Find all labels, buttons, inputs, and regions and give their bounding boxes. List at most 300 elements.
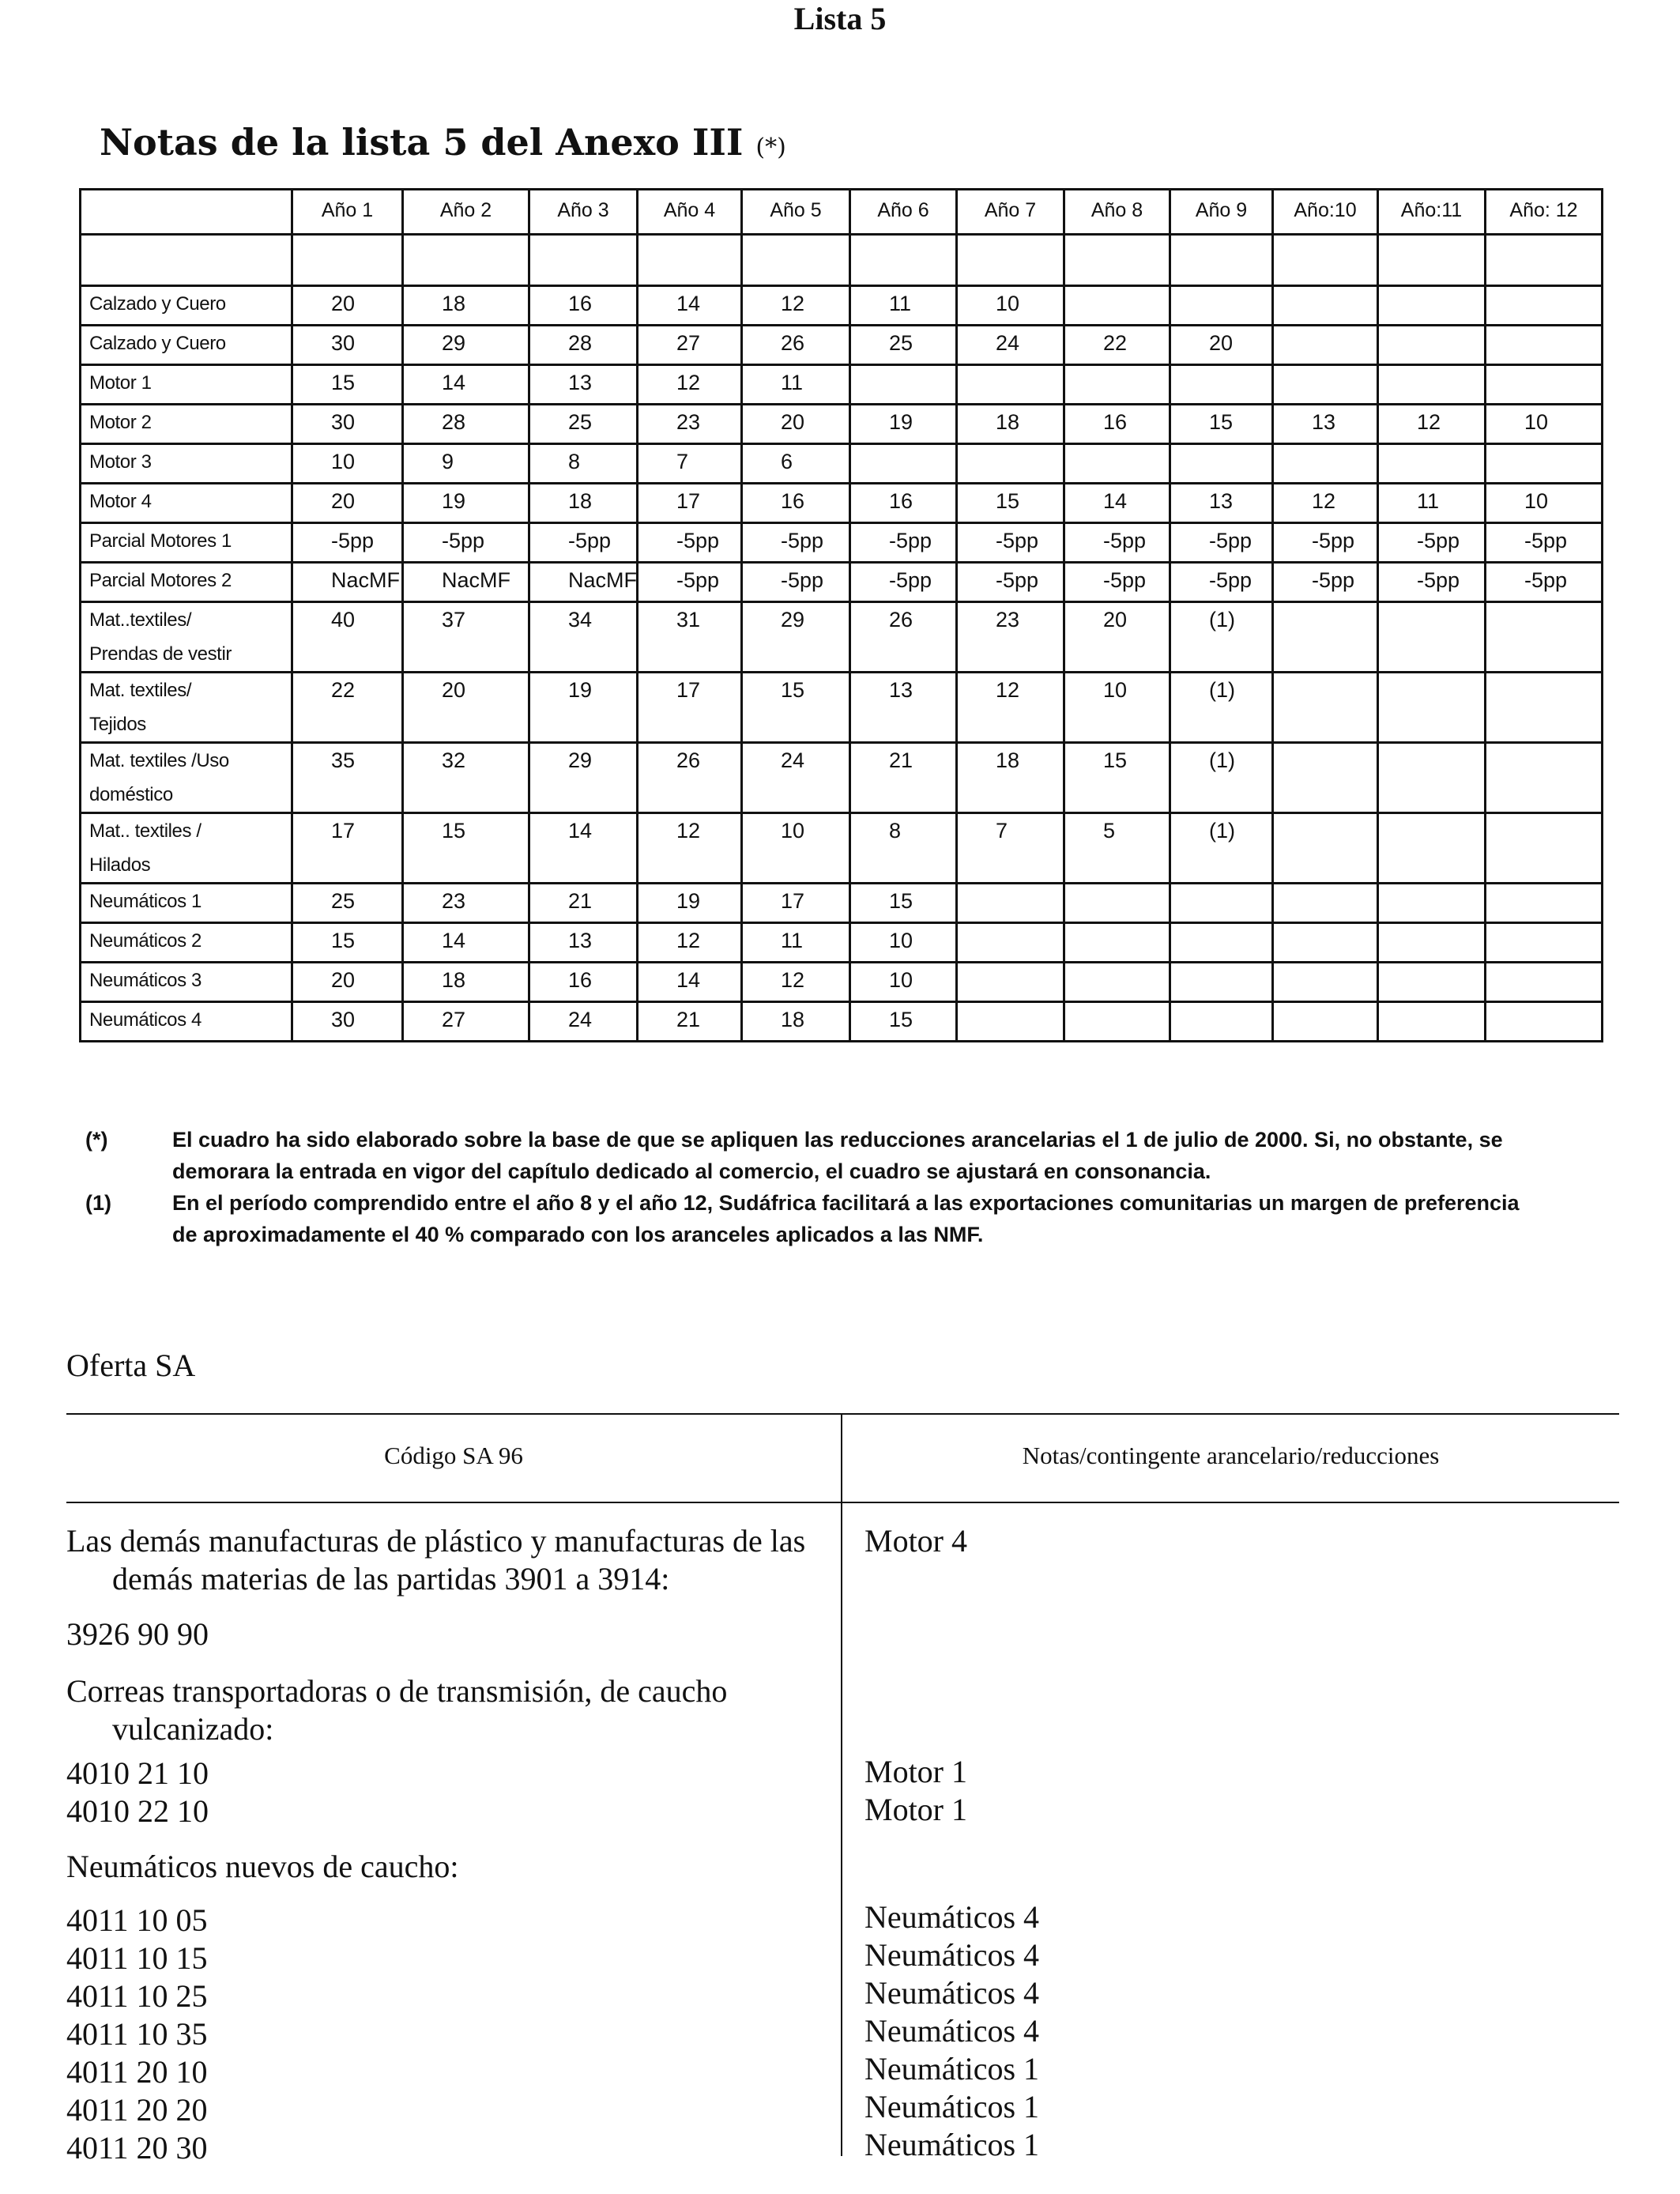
value-cell: 37 — [403, 602, 529, 673]
value-cell: 15 — [742, 673, 850, 743]
value-cell: 19 — [850, 405, 957, 444]
note-entry: Neumáticos 4 — [864, 1937, 1040, 1973]
value-cell: 14 — [529, 813, 638, 884]
value-cell: 25 — [529, 405, 638, 444]
column-header: Año: 12 — [1486, 190, 1603, 235]
value-cell — [1064, 1002, 1170, 1042]
value-cell: -5pp — [742, 523, 850, 563]
row-label — [81, 523, 292, 563]
value-cell — [1378, 444, 1486, 484]
value-cell: 20 — [292, 286, 403, 326]
value-cell: 14 — [1064, 484, 1170, 523]
value-cell — [957, 884, 1064, 923]
table-row — [81, 743, 1603, 813]
row-label-line: Mat. textiles/ — [89, 680, 192, 701]
value-cell — [1064, 444, 1170, 484]
row-label — [81, 365, 292, 405]
value-cell — [1064, 963, 1170, 1002]
value-cell: 19 — [529, 673, 638, 743]
value-cell: 29 — [742, 602, 850, 673]
value-cell: 16 — [850, 484, 957, 523]
value-cell: 20 — [292, 963, 403, 1002]
reduction-schedule-table — [79, 188, 1603, 1042]
value-cell: -5pp — [1378, 563, 1486, 602]
footnote-text: El cuadro ha sido elaborado sobre la base de que se apliquen las reducciones arancelarias el 1 de julio de 2000. Si, no obstante, se demorara la entrada en vigor del capítulo dedicado al comercio, el cuadro se ajustará en consonancia. — [172, 1128, 1503, 1183]
page-header: Lista 5 — [793, 1, 887, 36]
tariff-code: 4011 10 15 — [66, 1940, 208, 1976]
value-cell: 10 — [742, 813, 850, 884]
value-cell: 25 — [292, 884, 403, 923]
value-cell — [1273, 286, 1378, 326]
value-cell — [1378, 884, 1486, 923]
value-cell: 17 — [742, 884, 850, 923]
value-cell: 23 — [403, 884, 529, 923]
empty-cell — [850, 235, 957, 286]
value-cell: 19 — [403, 484, 529, 523]
footnote — [85, 1124, 1539, 1187]
footnote-text: En el período comprendido entre el año 8 y el año 12, Sudáfrica facilitará a las exportaciones comunitarias un margen de preferencia de aproximadamente el 40 % comparado con los aranceles aplicados a las NMF. — [172, 1191, 1520, 1246]
row-label-line: Motor 1 — [89, 372, 152, 394]
value-cell: 16 — [529, 963, 638, 1002]
value-cell: NacMF — [403, 563, 529, 602]
value-cell: 29 — [529, 743, 638, 813]
value-cell: 20 — [742, 405, 850, 444]
value-cell: -5pp — [403, 523, 529, 563]
row-label-line: Prendas de vestir — [89, 643, 232, 665]
column-header — [81, 190, 292, 235]
empty-cell — [638, 235, 742, 286]
value-cell: 17 — [292, 813, 403, 884]
value-cell — [957, 1002, 1064, 1042]
value-cell: 18 — [403, 286, 529, 326]
value-cell: 18 — [957, 743, 1064, 813]
value-cell: 10 — [1486, 405, 1603, 444]
value-cell: -5pp — [957, 523, 1064, 563]
value-cell: 34 — [529, 602, 638, 673]
value-cell: 17 — [638, 673, 742, 743]
empty-cell — [1064, 235, 1170, 286]
empty-cell — [1378, 235, 1486, 286]
row-label-line: Motor 2 — [89, 412, 152, 433]
value-cell: 10 — [957, 286, 1064, 326]
value-cell: 29 — [403, 326, 529, 365]
row-label-line: Parcial Motores 2 — [89, 570, 232, 591]
value-cell: -5pp — [1273, 563, 1378, 602]
value-cell — [1273, 365, 1378, 405]
section-heading: Neumáticos nuevos de caucho: — [66, 1849, 459, 1884]
row-label — [81, 286, 292, 326]
row-label-line: Mat. textiles /Uso — [89, 750, 229, 771]
value-cell: 23 — [957, 602, 1064, 673]
value-cell — [1064, 923, 1170, 963]
value-cell: -5pp — [1170, 523, 1273, 563]
tariff-code: 4011 20 20 — [66, 2092, 208, 2128]
value-cell: -5pp — [1064, 563, 1170, 602]
value-cell: 10 — [1486, 484, 1603, 523]
table-row — [81, 405, 1603, 444]
column-header: Año 6 — [850, 190, 957, 235]
empty-cell — [1170, 235, 1273, 286]
note-entry: Neumáticos 1 — [864, 2089, 1040, 2124]
value-cell: 10 — [1064, 673, 1170, 743]
row-label-line: Motor 3 — [89, 451, 152, 473]
value-cell: 8 — [850, 813, 957, 884]
column-header: Año 8 — [1064, 190, 1170, 235]
value-cell: -5pp — [1378, 523, 1486, 563]
oferta-title: Oferta SA — [66, 1348, 196, 1383]
table-row — [81, 444, 1603, 484]
value-cell: 15 — [850, 884, 957, 923]
value-cell — [1378, 365, 1486, 405]
row-label-line: Motor 4 — [89, 491, 152, 512]
value-cell — [1378, 923, 1486, 963]
value-cell — [957, 365, 1064, 405]
value-cell: 12 — [638, 813, 742, 884]
value-cell: 12 — [1273, 484, 1378, 523]
section-heading: Las demás manufacturas de plástico y manufacturas de las demás materias de las partidas 3901 a 3914: — [66, 1523, 806, 1596]
value-cell: 13 — [850, 673, 957, 743]
value-cell: 18 — [742, 1002, 850, 1042]
footnote — [85, 1187, 1539, 1250]
notes-title — [100, 119, 786, 172]
empty-cell — [292, 235, 403, 286]
value-cell: 23 — [638, 405, 742, 444]
value-cell — [1273, 673, 1378, 743]
row-label — [81, 326, 292, 365]
row-label-line: Neumáticos 3 — [89, 970, 202, 991]
table-row — [81, 326, 1603, 365]
table-row — [81, 1002, 1603, 1042]
row-label-line: Calzado y Cuero — [89, 333, 226, 354]
value-cell — [957, 923, 1064, 963]
value-cell — [1273, 813, 1378, 884]
row-label-line: Parcial Motores 1 — [89, 530, 232, 552]
note-entry: Neumáticos 1 — [864, 2127, 1040, 2162]
value-cell: 11 — [742, 365, 850, 405]
value-cell: 10 — [850, 923, 957, 963]
value-cell — [850, 444, 957, 484]
column-header-notas: Notas/contingente arancelario/reducciones — [1022, 1442, 1440, 1469]
column-header: Año 9 — [1170, 190, 1273, 235]
value-cell — [1378, 743, 1486, 813]
tariff-code: 4011 20 30 — [66, 2130, 208, 2166]
value-cell — [957, 444, 1064, 484]
row-label — [81, 813, 292, 884]
value-cell: 6 — [742, 444, 850, 484]
oferta-table — [66, 1413, 1619, 2166]
value-cell: -5pp — [638, 523, 742, 563]
notes-title-mark: (*) — [755, 134, 786, 161]
value-cell: 12 — [957, 673, 1064, 743]
table-row — [81, 884, 1603, 923]
value-cell — [1378, 326, 1486, 365]
section-heading: Correas transportadoras o de transmisión, de caucho vulcanizado: — [66, 1673, 728, 1747]
value-cell: 12 — [742, 963, 850, 1002]
value-cell: -5pp — [957, 563, 1064, 602]
value-cell: 15 — [850, 1002, 957, 1042]
value-cell — [1273, 743, 1378, 813]
value-cell — [850, 365, 957, 405]
value-cell — [1170, 963, 1273, 1002]
table-row — [81, 286, 1603, 326]
row-label-line: Hilados — [89, 854, 151, 876]
value-cell — [1273, 326, 1378, 365]
value-cell — [1170, 1002, 1273, 1042]
row-label-line: Mat.. textiles / — [89, 820, 202, 842]
value-cell: 27 — [638, 326, 742, 365]
value-cell: -5pp — [1170, 563, 1273, 602]
column-header: Año:11 — [1378, 190, 1486, 235]
value-cell: 30 — [292, 1002, 403, 1042]
table-spacer-row — [81, 235, 1603, 286]
value-cell — [1273, 884, 1378, 923]
note-entry: Neumáticos 4 — [864, 1975, 1040, 2011]
table-row — [81, 602, 1603, 673]
row-label-line: Neumáticos 2 — [89, 930, 202, 952]
value-cell: 14 — [403, 923, 529, 963]
value-cell — [1064, 365, 1170, 405]
value-cell: 35 — [292, 743, 403, 813]
value-cell: -5pp — [1064, 523, 1170, 563]
value-cell — [1486, 326, 1603, 365]
value-cell — [1273, 602, 1378, 673]
row-label — [81, 743, 292, 813]
tariff-code: 3926 90 90 — [66, 1616, 209, 1652]
value-cell: 21 — [529, 884, 638, 923]
value-cell — [1486, 365, 1603, 405]
note-entry: Neumáticos 4 — [864, 2013, 1040, 2049]
value-cell: 18 — [403, 963, 529, 1002]
value-cell: -5pp — [638, 563, 742, 602]
value-cell: 28 — [529, 326, 638, 365]
table-row — [81, 523, 1603, 563]
value-cell: 26 — [638, 743, 742, 813]
note-entry: Motor 1 — [864, 1754, 967, 1789]
value-cell — [1378, 673, 1486, 743]
value-cell — [1170, 365, 1273, 405]
tariff-code: 4011 20 10 — [66, 2054, 208, 2090]
value-cell: -5pp — [1273, 523, 1378, 563]
value-cell: 10 — [850, 963, 957, 1002]
value-cell: 15 — [292, 923, 403, 963]
value-cell: 26 — [850, 602, 957, 673]
row-label — [81, 484, 292, 523]
value-cell — [1486, 286, 1603, 326]
row-label-line: Calzado y Cuero — [89, 293, 226, 315]
value-cell: 11 — [1378, 484, 1486, 523]
row-label — [81, 1002, 292, 1042]
footnote-mark: (1) — [85, 1191, 111, 1215]
row-label-line: Mat..textiles/ — [89, 609, 192, 631]
value-cell: 12 — [742, 286, 850, 326]
column-header: Año 7 — [957, 190, 1064, 235]
note-entry: Neumáticos 4 — [864, 1899, 1040, 1935]
row-label — [81, 444, 292, 484]
column-header: Año 3 — [529, 190, 638, 235]
tariff-code: 4011 10 25 — [66, 1978, 208, 2014]
value-cell: 15 — [957, 484, 1064, 523]
tariff-code: 4011 10 05 — [66, 1902, 208, 1938]
table-row — [81, 673, 1603, 743]
row-label-line: doméstico — [89, 784, 173, 805]
column-header: Año 2 — [403, 190, 529, 235]
value-cell: -5pp — [529, 523, 638, 563]
tariff-code: 4010 21 10 — [66, 1755, 209, 1791]
row-label — [81, 963, 292, 1002]
value-cell — [1378, 813, 1486, 884]
value-cell: 7 — [638, 444, 742, 484]
value-cell — [1486, 602, 1603, 673]
value-cell: -5pp — [742, 563, 850, 602]
row-label — [81, 563, 292, 602]
table-row — [81, 923, 1603, 963]
value-cell — [1273, 444, 1378, 484]
value-cell: NacMF — [292, 563, 403, 602]
table-row — [81, 563, 1603, 602]
value-cell: 15 — [1170, 405, 1273, 444]
value-cell: 20 — [1170, 326, 1273, 365]
tariff-code: 4011 10 35 — [66, 2016, 208, 2052]
value-cell — [1064, 286, 1170, 326]
value-cell: -5pp — [850, 523, 957, 563]
value-cell: 24 — [742, 743, 850, 813]
value-cell: 30 — [292, 326, 403, 365]
value-cell — [1486, 923, 1603, 963]
value-cell — [1378, 602, 1486, 673]
value-cell — [1486, 813, 1603, 884]
value-cell: -5pp — [850, 563, 957, 602]
row-label-line: Neumáticos 4 — [89, 1009, 202, 1031]
row-label — [81, 602, 292, 673]
row-label-line: Neumáticos 1 — [89, 891, 202, 912]
footnotes — [85, 1124, 1539, 1250]
value-cell: (1) — [1170, 813, 1273, 884]
value-cell: 15 — [1064, 743, 1170, 813]
value-cell: 5 — [1064, 813, 1170, 884]
column-divider — [841, 1415, 842, 2156]
table-row — [81, 365, 1603, 405]
tariff-code: 4010 22 10 — [66, 1793, 209, 1829]
value-cell: 13 — [529, 923, 638, 963]
value-cell: NacMF — [529, 563, 638, 602]
value-cell: 22 — [292, 673, 403, 743]
table-row — [81, 963, 1603, 1002]
value-cell: 8 — [529, 444, 638, 484]
value-cell — [1486, 1002, 1603, 1042]
header-rule — [66, 1502, 1619, 1503]
value-cell: 12 — [638, 365, 742, 405]
value-cell: 13 — [1273, 405, 1378, 444]
value-cell — [957, 963, 1064, 1002]
value-cell — [1378, 286, 1486, 326]
value-cell: 24 — [529, 1002, 638, 1042]
column-header-codigo: Código SA 96 — [384, 1442, 523, 1469]
value-cell: 16 — [742, 484, 850, 523]
value-cell: (1) — [1170, 743, 1273, 813]
value-cell: 15 — [403, 813, 529, 884]
value-cell — [1378, 1002, 1486, 1042]
table-row — [81, 484, 1603, 523]
value-cell: 18 — [957, 405, 1064, 444]
value-cell — [1378, 963, 1486, 1002]
value-cell — [1170, 923, 1273, 963]
table-header-row — [81, 190, 1603, 235]
value-cell: 18 — [529, 484, 638, 523]
column-header: Año:10 — [1273, 190, 1378, 235]
value-cell — [1486, 884, 1603, 923]
value-cell: 12 — [638, 923, 742, 963]
value-cell: -5pp — [292, 523, 403, 563]
value-cell: 11 — [850, 286, 957, 326]
note-entry: Neumáticos 1 — [864, 2051, 1040, 2087]
empty-cell — [403, 235, 529, 286]
value-cell: 10 — [292, 444, 403, 484]
notes-title-text: Notas de la lista 5 del Anexo III — [100, 121, 744, 164]
value-cell — [1273, 963, 1378, 1002]
footnote-mark: (*) — [85, 1128, 108, 1152]
value-cell: (1) — [1170, 673, 1273, 743]
value-cell — [1273, 923, 1378, 963]
empty-cell — [81, 235, 292, 286]
row-label — [81, 673, 292, 743]
value-cell: 24 — [957, 326, 1064, 365]
column-header: Año 1 — [292, 190, 403, 235]
empty-cell — [1273, 235, 1378, 286]
value-cell: 14 — [638, 286, 742, 326]
empty-cell — [1486, 235, 1603, 286]
value-cell — [1170, 286, 1273, 326]
value-cell: 16 — [529, 286, 638, 326]
value-cell — [1064, 884, 1170, 923]
value-cell: 13 — [1170, 484, 1273, 523]
value-cell: 20 — [403, 673, 529, 743]
schedule-body — [81, 190, 1603, 1042]
value-cell: 21 — [638, 1002, 742, 1042]
column-header: Año 4 — [638, 190, 742, 235]
value-cell: 12 — [1378, 405, 1486, 444]
column-header: Año 5 — [742, 190, 850, 235]
value-cell: 14 — [403, 365, 529, 405]
value-cell — [1486, 673, 1603, 743]
value-cell: 21 — [850, 743, 957, 813]
value-cell — [1486, 444, 1603, 484]
empty-cell — [957, 235, 1064, 286]
table-row — [81, 813, 1603, 884]
value-cell: 11 — [742, 923, 850, 963]
value-cell: 20 — [1064, 602, 1170, 673]
row-label-line: Tejidos — [89, 714, 146, 735]
value-cell — [1486, 963, 1603, 1002]
value-cell — [1486, 743, 1603, 813]
value-cell: 31 — [638, 602, 742, 673]
value-cell: 22 — [1064, 326, 1170, 365]
note-entry: Motor 1 — [864, 1792, 967, 1827]
value-cell: 26 — [742, 326, 850, 365]
value-cell — [1170, 884, 1273, 923]
value-cell: 30 — [292, 405, 403, 444]
value-cell: 25 — [850, 326, 957, 365]
value-cell: 16 — [1064, 405, 1170, 444]
value-cell: (1) — [1170, 602, 1273, 673]
value-cell: -5pp — [1486, 523, 1603, 563]
empty-cell — [742, 235, 850, 286]
value-cell: 28 — [403, 405, 529, 444]
value-cell: 40 — [292, 602, 403, 673]
value-cell: 20 — [292, 484, 403, 523]
empty-cell — [529, 235, 638, 286]
note-entry: Motor 4 — [864, 1523, 967, 1559]
value-cell: 7 — [957, 813, 1064, 884]
